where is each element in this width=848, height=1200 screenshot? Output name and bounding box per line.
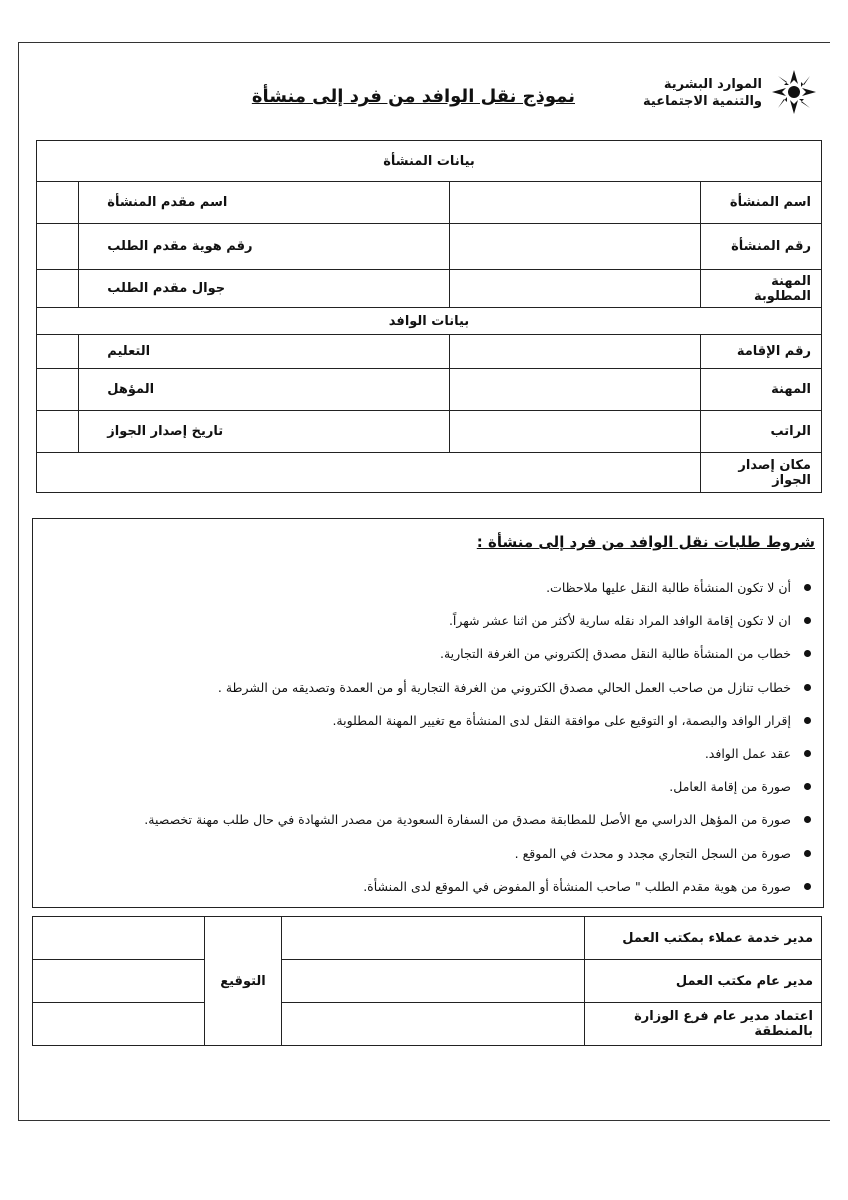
condition-text: صورة من المؤهل الدراسي مع الأصل للمطابقة مصدق من السفارة السعودية من مصدر الشهادة في حال طلب مهنة تخصصية. bbox=[144, 812, 791, 828]
condition-item bbox=[43, 571, 813, 604]
required-profession-field[interactable] bbox=[450, 270, 701, 308]
branch-director-approval-label: اعتماد مدير عام فرع الوزارة بالمنطقة bbox=[585, 1003, 822, 1046]
establishment-name-label: اسم المنشأة bbox=[701, 182, 822, 224]
qualification-label: المؤهل bbox=[79, 369, 450, 411]
applicant-id-label: رقم هوية مقدم الطلب bbox=[79, 224, 450, 270]
bullet-icon bbox=[804, 883, 811, 890]
bullet-icon bbox=[804, 816, 811, 823]
condition-item bbox=[43, 637, 813, 670]
residency-number-field[interactable] bbox=[450, 335, 701, 369]
applicant-mobile-label: جوال مقدم الطلب bbox=[79, 270, 450, 308]
condition-text: إقرار الوافد والبصمة، او التوقيع على موافقة النقل لدى المنشأة مع تغيير المهنة المطلوبة. bbox=[332, 712, 791, 728]
applicant-data-table bbox=[36, 140, 822, 493]
establishment-name-field[interactable] bbox=[450, 182, 701, 224]
passport-issue-place-field[interactable] bbox=[37, 453, 701, 493]
profession-label: المهنة bbox=[701, 369, 822, 411]
condition-item bbox=[43, 604, 813, 637]
condition-item bbox=[43, 704, 813, 737]
condition-item bbox=[43, 803, 813, 836]
bullet-icon bbox=[804, 750, 811, 757]
customer-service-manager-field[interactable] bbox=[282, 917, 585, 960]
condition-item bbox=[43, 737, 813, 770]
establishment-section-title: بيانات المنشأة bbox=[37, 141, 822, 182]
signature-label: التوقيع bbox=[205, 917, 282, 1046]
required-profession-label: المهنة المطلوبة bbox=[701, 270, 822, 308]
profession-field[interactable] bbox=[450, 369, 701, 411]
education-field[interactable] bbox=[37, 335, 79, 369]
scan-border-top bbox=[18, 42, 830, 43]
condition-text: خطاب تنازل من صاحب العمل الحالي مصدق الكتروني من الغرفة التجارية أو من العمدة وتصديقه من الشرطة . bbox=[217, 679, 791, 695]
bullet-icon bbox=[804, 850, 811, 857]
logo-line-2: والتنمية الاجتماعية bbox=[643, 94, 762, 109]
condition-text: عقد عمل الوافد. bbox=[704, 745, 791, 761]
conditions-box bbox=[32, 518, 824, 908]
branch-director-signature-field[interactable] bbox=[33, 1003, 205, 1046]
labor-office-signature-field[interactable] bbox=[33, 960, 205, 1003]
residency-number-label: رقم الإقامة bbox=[701, 335, 822, 369]
scan-border-left bbox=[18, 42, 19, 1120]
labor-office-manager-field[interactable] bbox=[282, 960, 585, 1003]
establishment-number-field[interactable] bbox=[450, 224, 701, 270]
logo-line-1: الموارد البشرية bbox=[663, 77, 762, 92]
passport-issue-date-field[interactable] bbox=[37, 411, 79, 453]
bullet-icon bbox=[804, 650, 811, 657]
bullet-icon bbox=[804, 617, 811, 624]
bullet-icon bbox=[804, 584, 811, 591]
condition-text: خطاب من المنشأة طالبة النقل مصدق إلكتروني من الغرفة التجارية. bbox=[439, 646, 791, 662]
condition-text: صورة من إقامة العامل. bbox=[669, 779, 791, 795]
conditions-list bbox=[43, 571, 813, 903]
passport-issue-date-label: تاريخ إصدار الجواز bbox=[79, 411, 450, 453]
branch-director-approval-field[interactable] bbox=[282, 1003, 585, 1046]
signature-table bbox=[32, 916, 822, 1046]
ministry-logo bbox=[643, 68, 818, 124]
condition-item bbox=[43, 671, 813, 704]
salary-field[interactable] bbox=[450, 411, 701, 453]
applicant-mobile-field[interactable] bbox=[37, 270, 79, 308]
salary-label: الراتب bbox=[701, 411, 822, 453]
bullet-icon bbox=[804, 717, 811, 724]
passport-issue-place-label: مكان إصدار الجواز bbox=[701, 453, 822, 493]
condition-text: أن لا تكون المنشأة طالبة النقل عليها ملاحظات. bbox=[546, 580, 791, 595]
establishment-number-label: رقم المنشأة bbox=[701, 224, 822, 270]
bullet-icon bbox=[804, 684, 811, 691]
condition-text: صورة من هوية مقدم الطلب " صاحب المنشأة أو المفوض في الموقع لدى المنشأة. bbox=[363, 878, 791, 894]
ministry-emblem-icon bbox=[770, 68, 818, 116]
bullet-icon bbox=[804, 783, 811, 790]
customer-service-manager-label: مدير خدمة عملاء بمكتب العمل bbox=[585, 917, 822, 960]
applicant-name-label: اسم مقدم المنشأة bbox=[79, 182, 450, 224]
condition-item bbox=[43, 837, 813, 870]
condition-item bbox=[43, 770, 813, 803]
conditions-title: شروط طلبات نقل الوافد من فرد إلى منشأة : bbox=[476, 533, 815, 551]
expat-section-title: بيانات الوافد bbox=[37, 308, 822, 335]
condition-text: ان لا تكون إقامة الوافد المراد نقله سارية لأكثر من اثنا عشر شهراً. bbox=[448, 613, 791, 629]
applicant-name-field[interactable] bbox=[37, 182, 79, 224]
condition-text: صورة من السجل التجاري مجدد و محدث في الموقع . bbox=[514, 845, 791, 861]
education-label: التعليم bbox=[79, 335, 450, 369]
labor-office-manager-label: مدير عام مكتب العمل bbox=[585, 960, 822, 1003]
scan-border-bottom bbox=[18, 1120, 830, 1121]
condition-item bbox=[43, 870, 813, 903]
logo-text bbox=[643, 76, 762, 110]
qualification-field[interactable] bbox=[37, 369, 79, 411]
form-title: نموذج نقل الوافد من فرد إلى منشأة bbox=[251, 86, 575, 107]
customer-service-signature-field[interactable] bbox=[33, 917, 205, 960]
applicant-id-field[interactable] bbox=[37, 224, 79, 270]
